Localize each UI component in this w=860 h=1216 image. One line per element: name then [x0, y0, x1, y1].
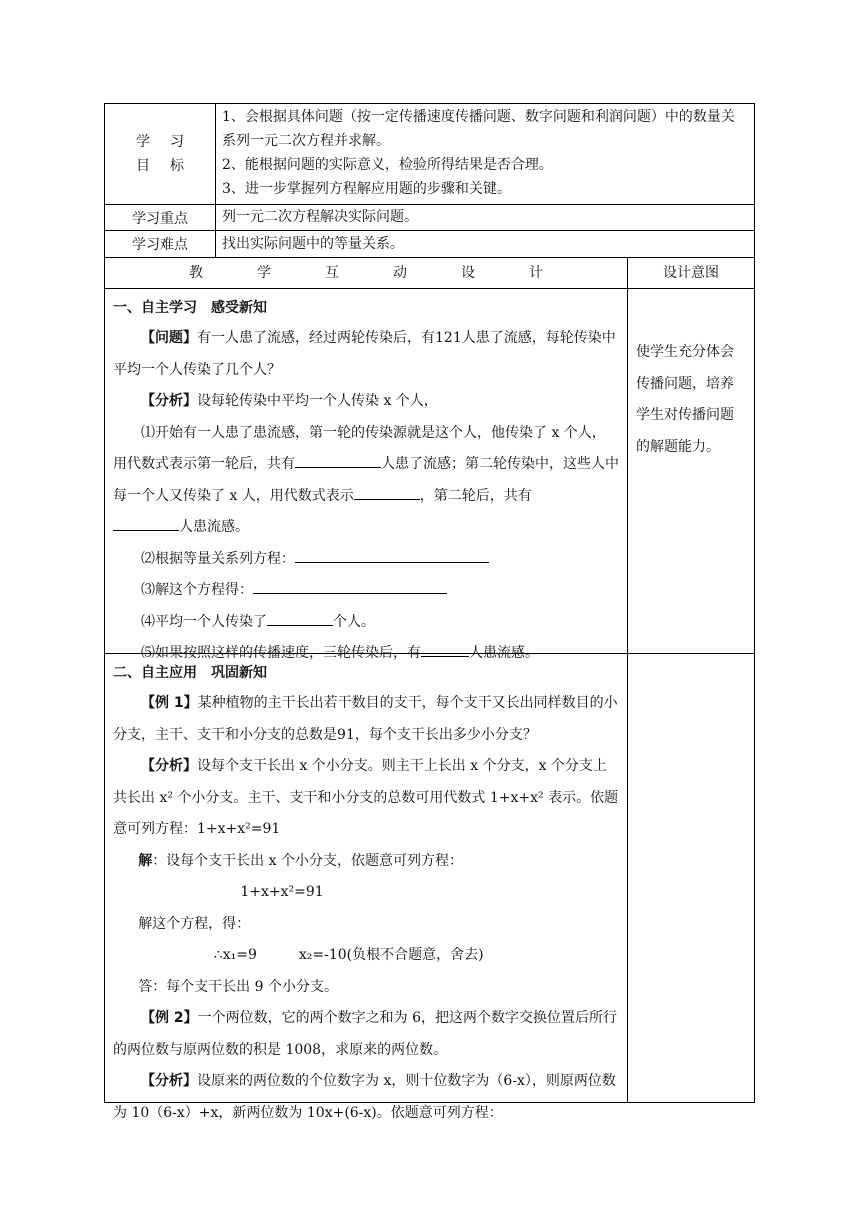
section2-intent [628, 654, 754, 1102]
answer-blank[interactable] [267, 609, 333, 626]
header-row [105, 258, 754, 289]
example2-analysis: 【分析】设原来的两位数的个位数字为 x，则十位数字为（6-x），则原两位数为 10（6-x）+x，新两位数为 10x+(6-x)。依题意可列方程： [113, 1073, 616, 1121]
step5-paragraph: ⑸如果按照这样的传播速度，三轮传染后，有 人患流感。 [113, 638, 619, 670]
step1-paragraph: ⑴开始有一人患了患流感，第一轮的传染源就是这个人，他传染了 x 个人，用代数式表示第一轮后，共有 人患了流感；第二轮传染中，这些人中每一个人又传染了 x 人，用代数式表示 ，第二轮后，共有 人患流感。 [113, 424, 619, 535]
objectives-row [105, 104, 754, 205]
step4-paragraph: ⑷平均一个人传染了 个人。 [113, 607, 619, 639]
objective-item: 1、会根据具体问题（按一定传播速度传播问题、数字问题和利润问题）中的数量关系列一元二次方程并求解。 [222, 109, 735, 149]
section1-intent [628, 289, 754, 653]
difficulty-text: 找出实际问题中的等量关系。 [222, 236, 404, 252]
solve-step: 解这个方程，得： [138, 915, 251, 932]
section1-row [105, 289, 754, 661]
section1-title: 一、自主学习 感受新知 [113, 300, 267, 316]
step3-paragraph: ⑶解这个方程得： [113, 575, 619, 607]
design-intent-note: 使学生充分体会传播问题，培养学生对传播问题的解题能力。 [636, 344, 734, 455]
objectives-content [216, 104, 754, 204]
objective-item: 3、进一步掌握列方程解应用题的步骤和关键。 [222, 181, 511, 197]
section1-main [105, 289, 628, 661]
difficulty-row [105, 231, 754, 258]
objective-item: 2、能根据问题的实际意义，检验所得结果是否合理。 [222, 157, 553, 173]
example1-paragraph: 【例 1】某种植物的主干长出若干数目的支干，每个支干又长出同样数目的小分支，主干、支干和小分支的总数是91，每个支干长出多少小分支？ [113, 695, 618, 743]
answer-blank[interactable] [354, 483, 420, 500]
equation-line: 1+x+x²=91 [240, 884, 324, 900]
section2-row [105, 654, 754, 1121]
answer-blank[interactable] [295, 546, 489, 563]
objectives-label: 学习 目标 [105, 104, 216, 204]
teaching-design-header: 教 学 互 动 设 计 [105, 258, 628, 288]
answer-blank[interactable] [295, 451, 381, 468]
roots-line: ∴x₁=9 x₂=-10(负根不合题意，舍去) [213, 947, 484, 963]
analysis-paragraph: 【分析】设每轮传染中平均一个人传染 x 个人， [141, 393, 438, 409]
key-point-text: 列一元二次方程解决实际问题。 [222, 209, 418, 225]
example2-paragraph: 【例 2】一个两位数，它的两个数字之和为 6，把这两个数字交换位置后所行的两位数与原两位数的积是 1008，求原来的两位数。 [113, 1010, 617, 1058]
section2-title: 二、自主应用 巩固新知 [113, 665, 267, 681]
key-point-label: 学习重点 [105, 205, 216, 230]
section2-main [105, 654, 628, 1121]
example1-analysis: 【分析】设每个支干长出 x 个小分支。则主干上长出 x 个分支，x 个分支上共长出 x² 个小分支。主干、支干和小分支的总数可用代数式 1+x+x² 表示。依题意可列方程：1+x+x²=91 [113, 758, 619, 837]
problem-paragraph: 【问题】有一人患了流感，经过两轮传染后，有121人患了流感，每轮传染中平均一个人传染了几个人？ [113, 330, 616, 378]
answer-blank[interactable] [253, 577, 447, 594]
difficulty-label: 学习难点 [105, 231, 216, 257]
solution-intro: 解：设每个支干长出 x 个小分支，依题意可列方程： [138, 852, 463, 869]
key-point-row [105, 205, 754, 231]
lesson-plan-table [104, 103, 755, 1121]
answer-line: 答：每个支干长出 9 个小分支。 [138, 978, 338, 995]
design-intent-header: 设计意图 [663, 265, 719, 281]
answer-blank[interactable] [113, 514, 179, 531]
step2-paragraph: ⑵根据等量关系列方程： [113, 544, 619, 576]
